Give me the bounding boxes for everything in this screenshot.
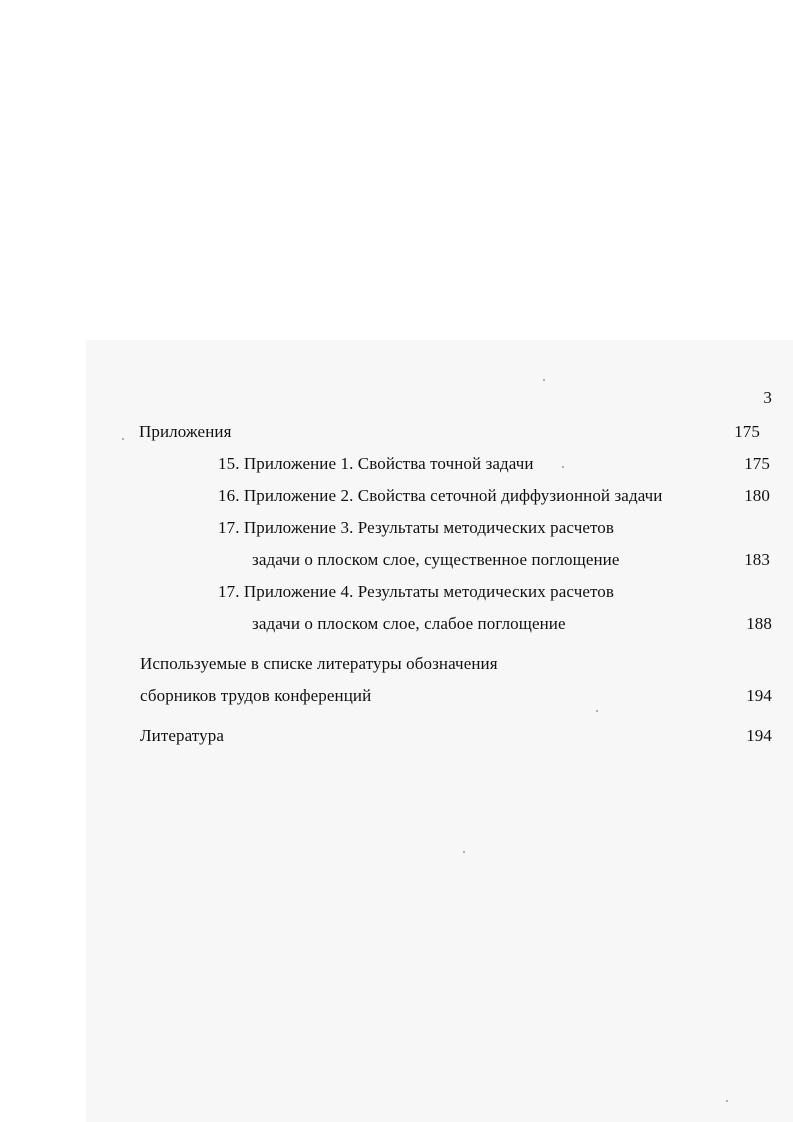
toc-item-17a-page: 183 xyxy=(744,550,770,569)
toc-item-15-page: 175 xyxy=(744,454,770,473)
scan-speck xyxy=(726,1100,728,1102)
toc-appendices-page: 175 xyxy=(734,422,760,441)
toc-appendices-label: Приложения xyxy=(139,422,232,441)
toc-abbrev-page: 194 xyxy=(746,686,772,705)
toc-literature-label: Литература xyxy=(140,726,224,745)
scan-speck xyxy=(122,438,124,440)
toc-item-16-label: 16. Приложение 2. Свойства сеточной диффузионной задачи xyxy=(218,486,663,505)
toc-abbrev-line1: Используемые в списке литературы обозначения xyxy=(140,654,498,673)
toc-item-17a-line1: 17. Приложение 3. Результаты методических расчетов xyxy=(218,518,615,537)
toc-item-17b-line1: 17. Приложение 4. Результаты методических расчетов xyxy=(218,582,615,601)
toc-abbrev-line2: сборников трудов конференций xyxy=(140,686,372,705)
scan-speck xyxy=(463,851,465,853)
scan-speck xyxy=(562,466,564,468)
toc-item-17b-line2: задачи о плоском слое, слабое поглощение xyxy=(252,614,566,633)
toc-item-15-label: 15. Приложение 1. Свойства точной задачи xyxy=(218,454,534,473)
toc-item-17a-line2: задачи о плоском слое, существенное поглощение xyxy=(252,550,620,569)
page-number: 3 xyxy=(763,388,772,407)
toc-literature-page: 194 xyxy=(746,726,772,745)
scan-speck xyxy=(543,379,545,381)
toc-item-17b-page: 188 xyxy=(746,614,772,633)
toc-item-16-page: 180 xyxy=(744,486,770,505)
scan-speck xyxy=(596,710,598,712)
